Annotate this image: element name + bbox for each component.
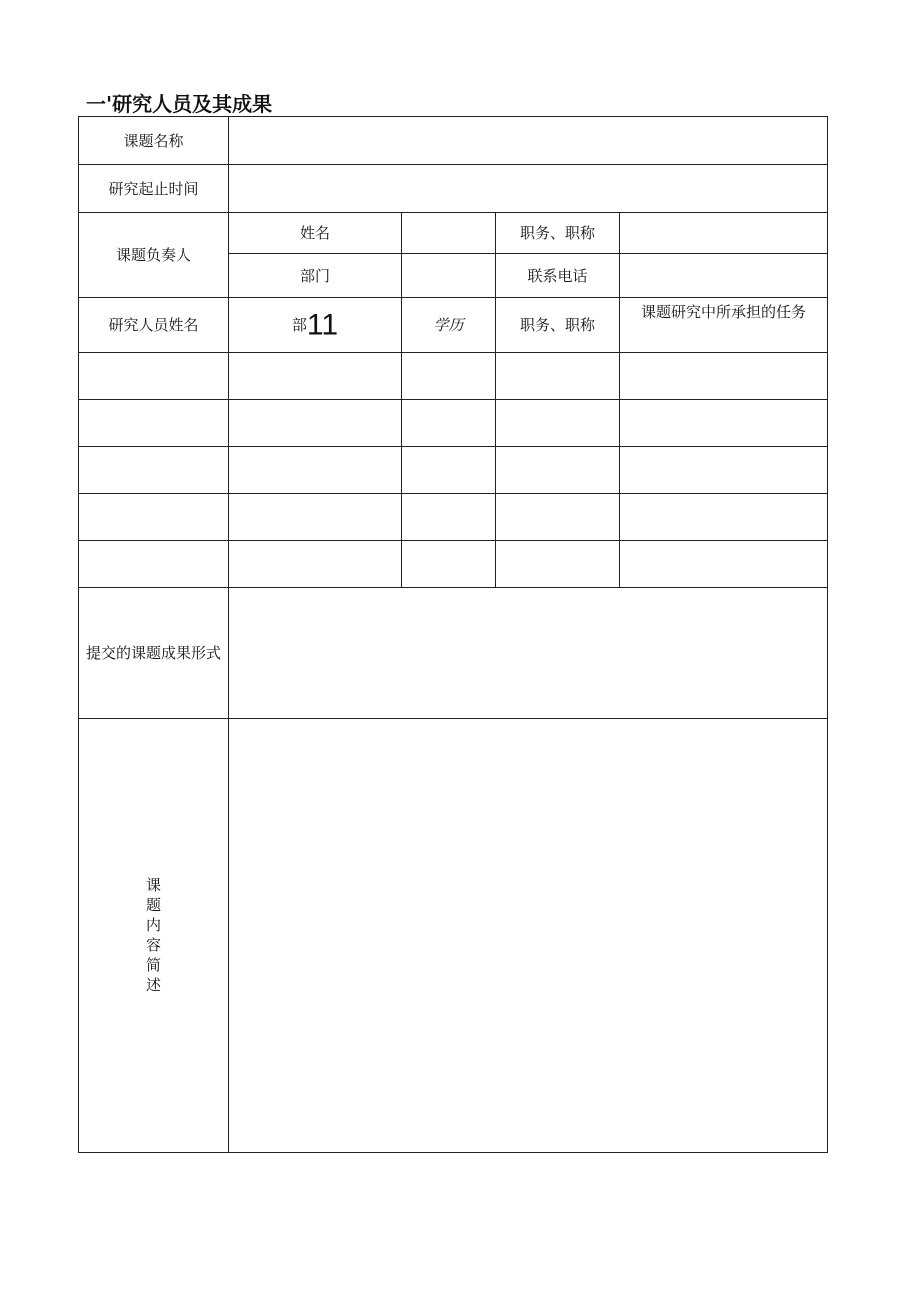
leader-title-field[interactable] bbox=[620, 213, 828, 254]
member-dept-label-prefix: 部 bbox=[291, 315, 307, 334]
summary-label: 课题内容简述 bbox=[145, 875, 161, 994]
member-row bbox=[79, 353, 828, 400]
member-header-row bbox=[79, 298, 828, 353]
member-title-cell[interactable] bbox=[496, 353, 620, 400]
member-dept-cell[interactable] bbox=[229, 541, 402, 588]
member-row bbox=[79, 447, 828, 494]
summary-row bbox=[79, 719, 828, 1153]
leader-dept-field[interactable] bbox=[402, 254, 496, 298]
member-dept-cell[interactable] bbox=[229, 400, 402, 447]
member-edu-cell[interactable] bbox=[402, 353, 496, 400]
research-form-table bbox=[78, 116, 828, 1153]
member-row bbox=[79, 541, 828, 588]
period-label: 研究起止时间 bbox=[79, 165, 229, 213]
member-edu-cell[interactable] bbox=[402, 447, 496, 494]
summary-field[interactable] bbox=[229, 719, 828, 1153]
member-name-cell[interactable] bbox=[79, 541, 229, 588]
member-edu-cell[interactable] bbox=[402, 400, 496, 447]
topic-name-label: 课题名称 bbox=[79, 117, 229, 165]
leader-label: 课题负奏人 bbox=[79, 213, 229, 298]
results-label: 提交的课题成果形式 bbox=[85, 644, 221, 662]
member-dept-label bbox=[229, 298, 402, 353]
member-edu-cell[interactable] bbox=[402, 494, 496, 541]
results-field[interactable] bbox=[229, 588, 828, 719]
member-title-label: 职务、职称 bbox=[496, 298, 620, 353]
results-row bbox=[79, 588, 828, 719]
member-edu-label: 学历 bbox=[402, 298, 496, 353]
member-dept-cell[interactable] bbox=[229, 353, 402, 400]
member-task-label: 课题研究中所承担的任务 bbox=[620, 298, 828, 353]
member-task-cell[interactable] bbox=[620, 541, 828, 588]
leader-name-label: 姓名 bbox=[229, 213, 402, 254]
results-label-cell bbox=[79, 588, 229, 719]
period-row bbox=[79, 165, 828, 213]
member-task-cell[interactable] bbox=[620, 447, 828, 494]
member-row bbox=[79, 494, 828, 541]
topic-name-row bbox=[79, 117, 828, 165]
member-edu-cell[interactable] bbox=[402, 541, 496, 588]
section-heading: 一'研究人员及其成果 bbox=[86, 92, 273, 116]
member-name-cell[interactable] bbox=[79, 494, 229, 541]
member-task-cell[interactable] bbox=[620, 400, 828, 447]
member-dept-label-suffix: 11 bbox=[306, 308, 339, 342]
member-row bbox=[79, 400, 828, 447]
member-dept-cell[interactable] bbox=[229, 447, 402, 494]
summary-label-cell bbox=[79, 719, 229, 1153]
member-title-cell[interactable] bbox=[496, 494, 620, 541]
leader-phone-label: 联系电话 bbox=[496, 254, 620, 298]
member-task-cell[interactable] bbox=[620, 353, 828, 400]
member-title-cell[interactable] bbox=[496, 400, 620, 447]
member-name-cell[interactable] bbox=[79, 400, 229, 447]
leader-name-field[interactable] bbox=[402, 213, 496, 254]
leader-dept-label: 部门 bbox=[229, 254, 402, 298]
leader-phone-field[interactable] bbox=[620, 254, 828, 298]
period-field[interactable] bbox=[229, 165, 828, 213]
member-dept-cell[interactable] bbox=[229, 494, 402, 541]
member-task-cell[interactable] bbox=[620, 494, 828, 541]
member-title-cell[interactable] bbox=[496, 541, 620, 588]
leader-title-label: 职务、职称 bbox=[496, 213, 620, 254]
leader-row-1 bbox=[79, 213, 828, 254]
topic-name-field[interactable] bbox=[229, 117, 828, 165]
member-title-cell[interactable] bbox=[496, 447, 620, 494]
member-name-label: 研究人员姓名 bbox=[79, 298, 229, 353]
member-name-cell[interactable] bbox=[79, 447, 229, 494]
member-name-cell[interactable] bbox=[79, 353, 229, 400]
